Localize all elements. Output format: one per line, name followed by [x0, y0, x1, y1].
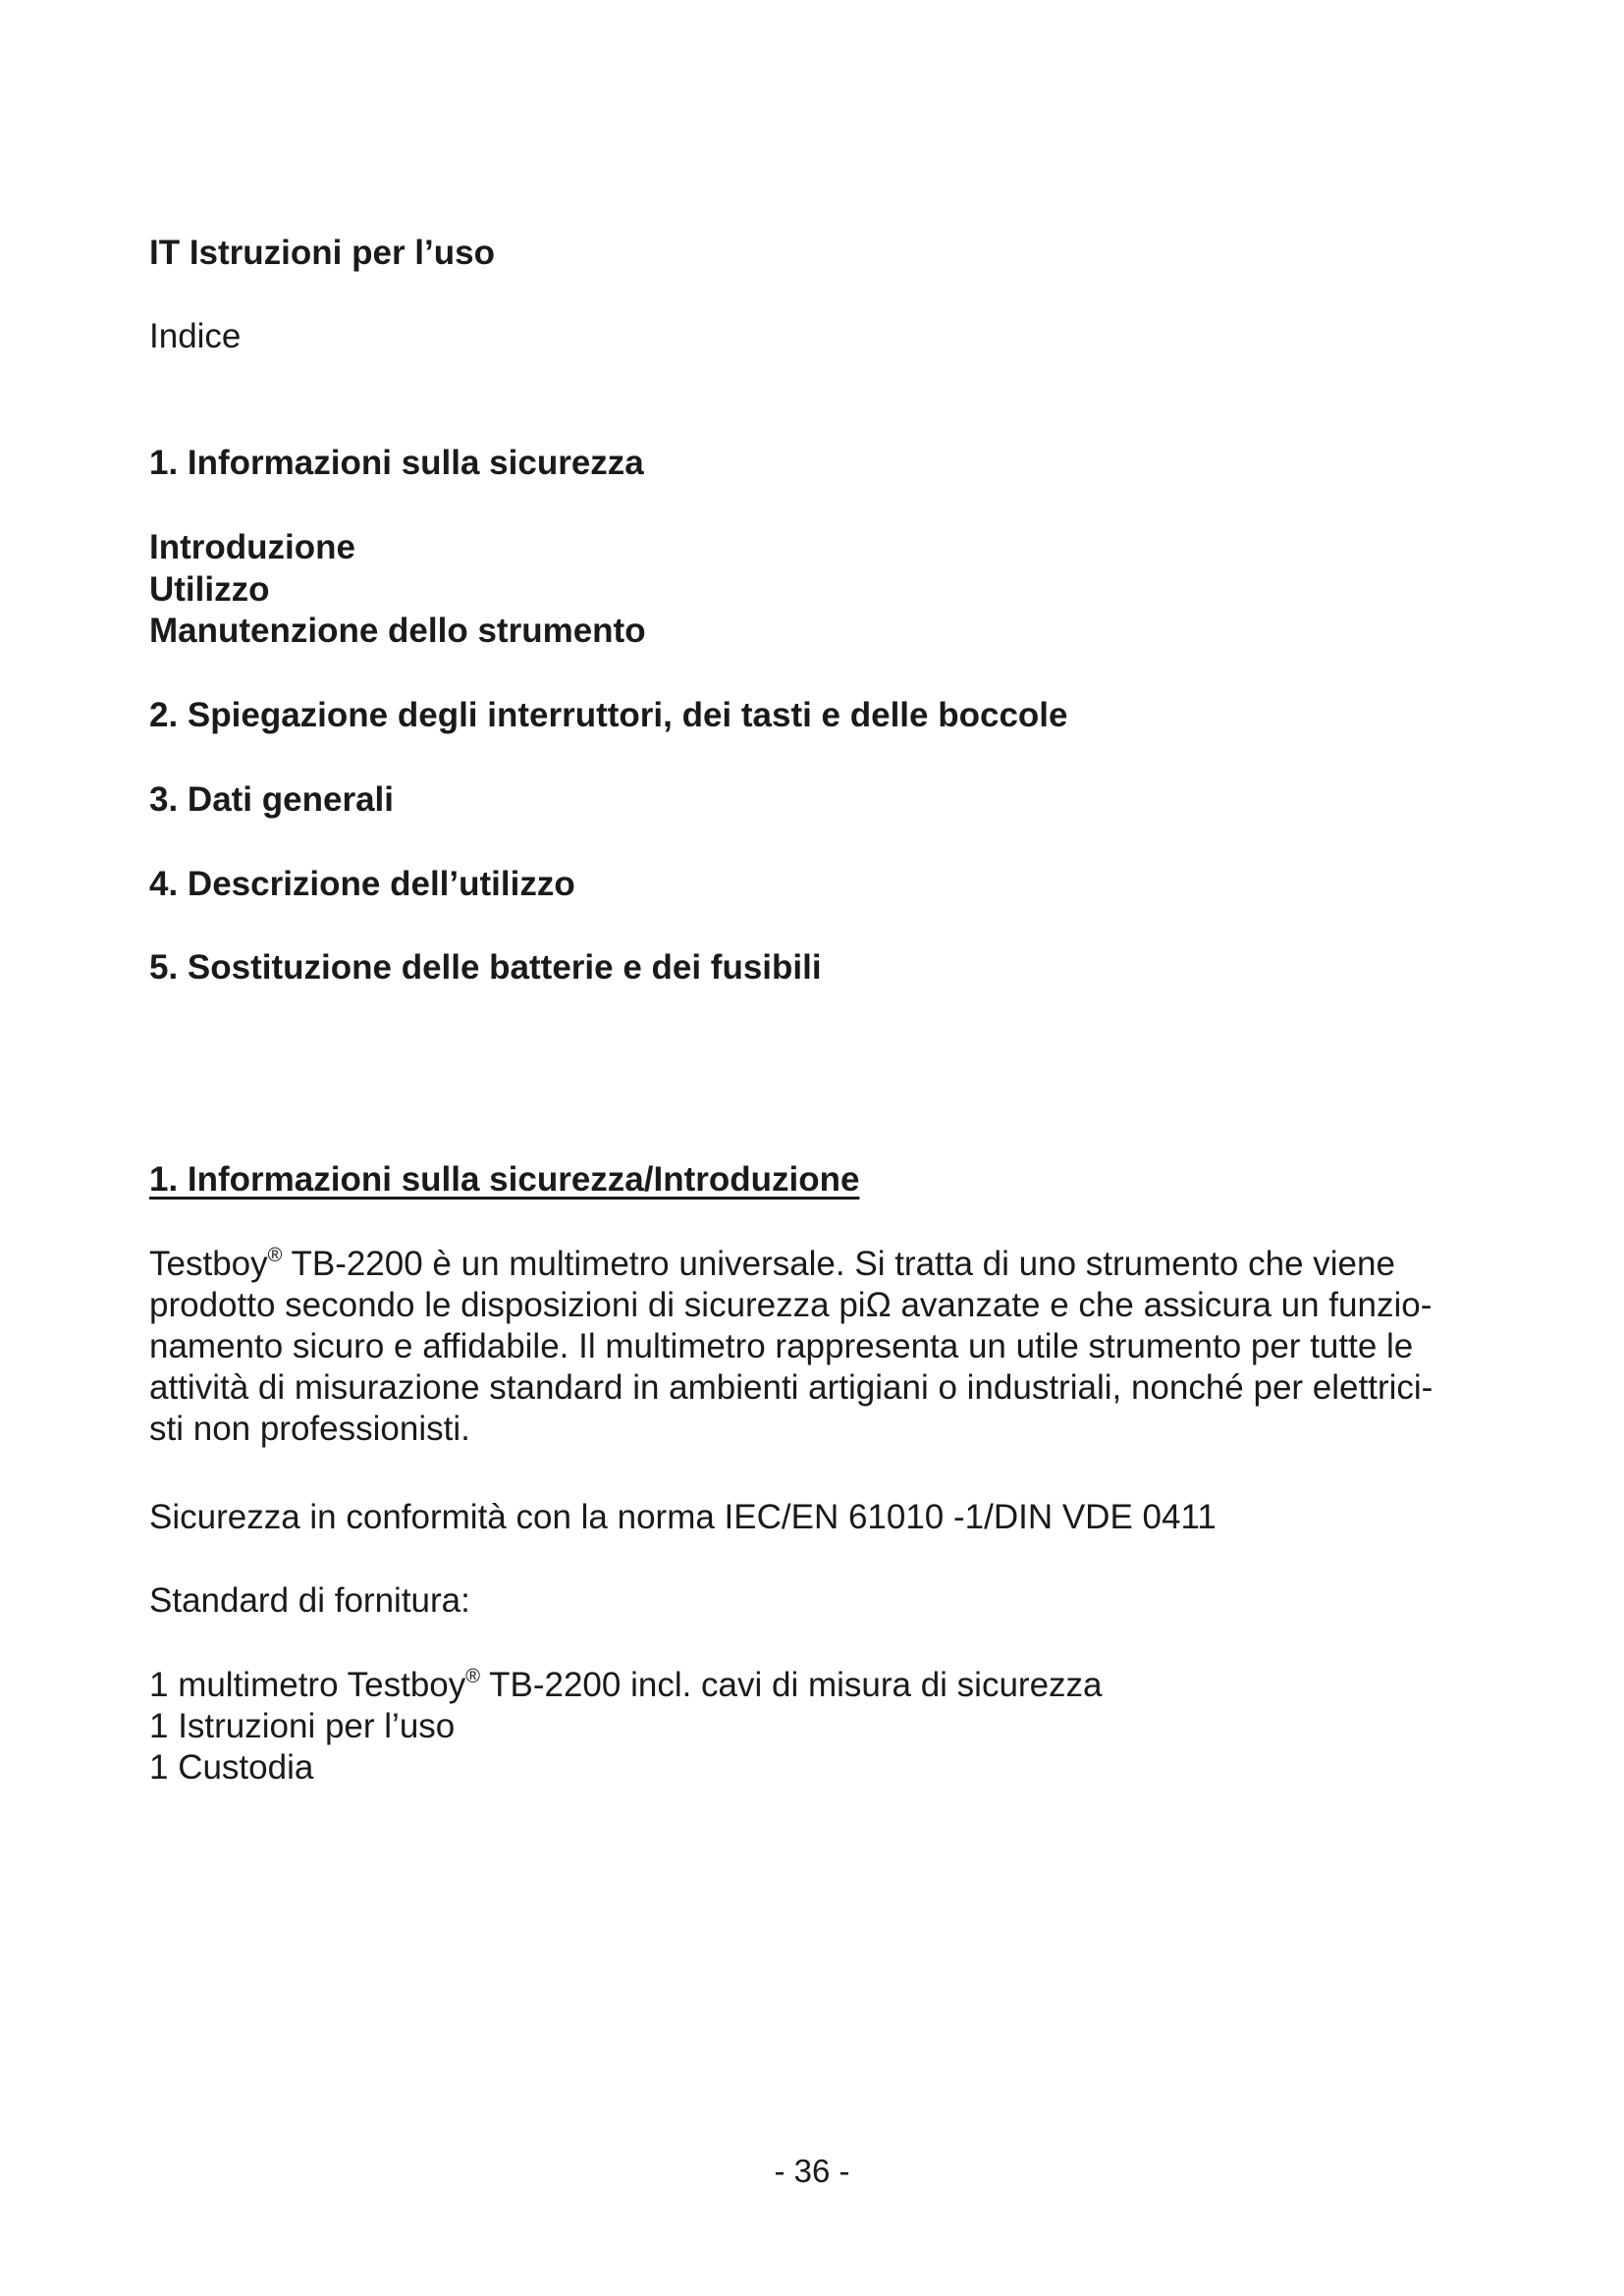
supply-item-1	[149, 1665, 1514, 1706]
toc-section-1: 1. Informazioni sulla sicurezza	[149, 444, 644, 482]
brand-name: Testboy	[149, 1245, 268, 1283]
supply-item-3: 1 Custodia	[149, 1748, 314, 1787]
toc-sub-introduzione: Introduzione	[149, 528, 355, 566]
toc-section-4: 4. Descrizione dell’utilizzo	[149, 865, 575, 903]
toc-section-3: 3. Dati generali	[149, 780, 394, 819]
supply-list	[149, 1665, 1514, 1789]
page-number: - 36 -	[774, 2153, 850, 2189]
intro-line-3: namento sicuro e affidabile. Il multimetro rappresenta un utile strumento per tutte le	[149, 1327, 1414, 1365]
supply-item-1-text: TB-2200 incl. cavi di misura di sicurezza	[480, 1666, 1103, 1704]
page-title: IT Istruzioni per l’uso	[149, 234, 495, 272]
toc-sub-utilizzo: Utilizzo	[149, 570, 270, 609]
index-label: Indice	[149, 317, 242, 355]
intro-line-1	[149, 1244, 1514, 1285]
intro-line-4: attività di misurazione standard in ambienti artigiani o industriali, nonché per elettrici-	[149, 1368, 1434, 1407]
intro-line-1-text: TB-2200 è un multimetro universale. Si tratta di uno strumento che viene	[282, 1245, 1395, 1283]
section-1-heading: 1. Informazioni sulla sicurezza/Introduzione	[149, 1160, 860, 1199]
registered-mark: ®	[267, 1245, 283, 1266]
safety-norm: Sicurezza in conformità con la norma IEC/EN 61010 -1/DIN VDE 0411	[149, 1498, 1217, 1536]
intro-paragraph	[149, 1244, 1514, 1450]
supply-item-1-prefix: 1 multimetro Testboy	[149, 1666, 466, 1704]
supply-item-2: 1 Istruzioni per l’uso	[149, 1707, 456, 1745]
toc-sub-manutenzione: Manutenzione dello strumento	[149, 612, 646, 650]
registered-mark: ®	[465, 1666, 481, 1687]
toc-section-2: 2. Spiegazione degli interruttori, dei tasti e delle boccole	[149, 696, 1068, 734]
supply-label: Standard di fornitura:	[149, 1581, 470, 1620]
toc-section-5: 5. Sostituzione delle batterie e dei fusibili	[149, 948, 822, 987]
intro-line-2: prodotto secondo le disposizioni di sicurezza piΩ avanzate e che assicura un funzio-	[149, 1286, 1433, 1324]
intro-line-5: sti non professionisti.	[149, 1410, 470, 1448]
